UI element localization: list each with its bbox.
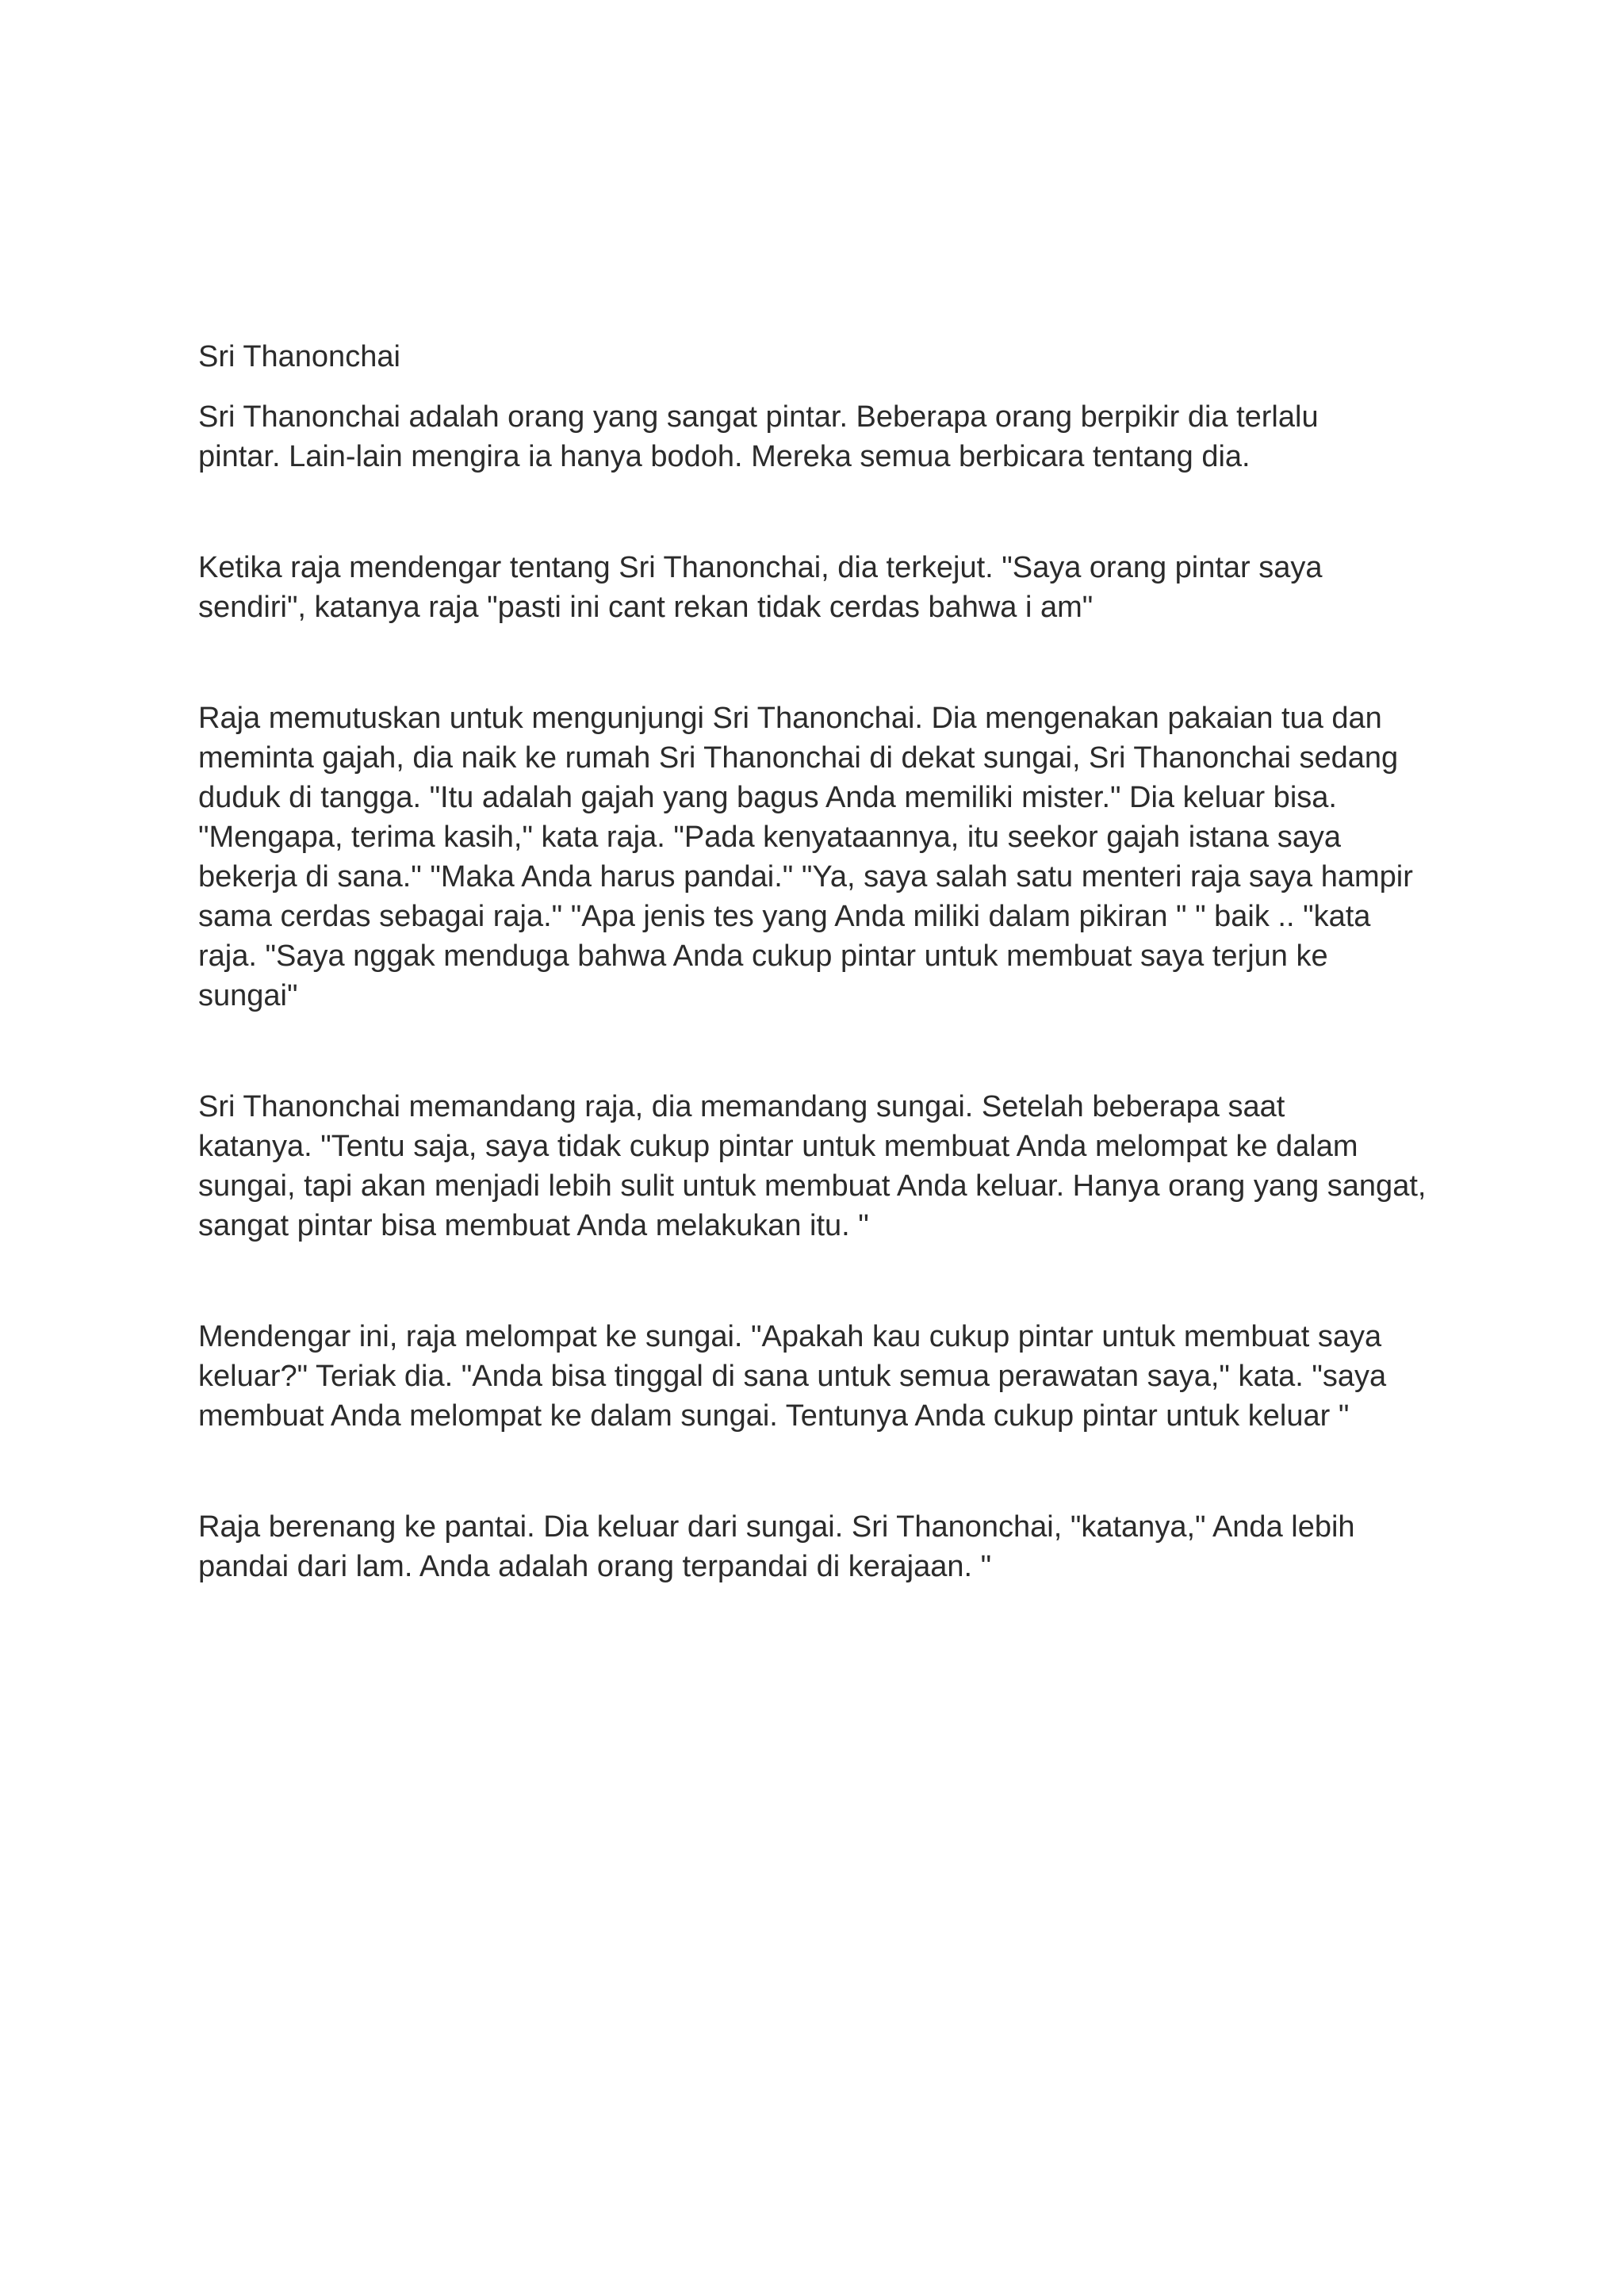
paragraph-5: Mendengar ini, raja melompat ke sungai. "Apakah kau cukup pintar untuk membuat saya keluar?" Teriak dia. "Anda bisa tinggal di sana untuk semua perawatan saya," kata. "saya membuat Anda melompat ke dalam sungai. Tentunya Anda cukup pintar untuk keluar " bbox=[198, 1320, 1387, 1433]
document-body bbox=[198, 337, 1467, 1586]
paragraph-6: Raja berenang ke pantai. Dia keluar dari sungai. Sri Thanonchai, "katanya," Anda lebih pandai dari lam. Anda adalah orang terpandai di kerajaan. " bbox=[198, 1510, 1355, 1583]
paragraph-4: Sri Thanonchai memandang raja, dia memandang sungai. Setelah beberapa saat katanya. "Tentu saja, saya tidak cukup pintar untuk membuat Anda melompat ke dalam sungai, tapi akan menjadi lebih sulit untuk membuat Anda keluar. Hanya orang yang sangat, sangat pintar bisa membuat Anda melakukan itu. " bbox=[198, 1090, 1427, 1242]
document-title: Sri Thanonchai bbox=[198, 340, 400, 373]
paragraph-1: Sri Thanonchai adalah orang yang sangat pintar. Beberapa orang berpikir dia terlalu pintar. Lain-lain mengira ia hanya bodoh. Mereka semua berbicara tentang dia. bbox=[198, 400, 1319, 473]
paragraph-3: Raja memutuskan untuk mengunjungi Sri Thanonchai. Dia mengenakan pakaian tua dan meminta gajah, dia naik ke rumah Sri Thanonchai di dekat sungai, Sri Thanonchai sedang duduk di tangga. "Itu adalah gajah yang bagus Anda memiliki mister." Dia keluar bisa. "Mengapa, terima kasih," kata raja. "Pada kenyataannya, itu seekor gajah istana saya bekerja di sana." "Maka Anda harus pandai." "Ya, saya salah satu menteri raja saya hampir sama cerdas sebagai raja." "Apa jenis tes yang Anda miliki dalam pikiran " " baik .. "kata raja. "Saya nggak menduga bahwa Anda cukup pintar untuk membuat saya terjun ke sungai" bbox=[198, 702, 1413, 1012]
paragraph-2: Ketika raja mendengar tentang Sri Thanonchai, dia terkejut. "Saya orang pintar saya sendiri", katanya raja "pasti ini cant rekan tidak cerdas bahwa i am" bbox=[198, 551, 1323, 624]
